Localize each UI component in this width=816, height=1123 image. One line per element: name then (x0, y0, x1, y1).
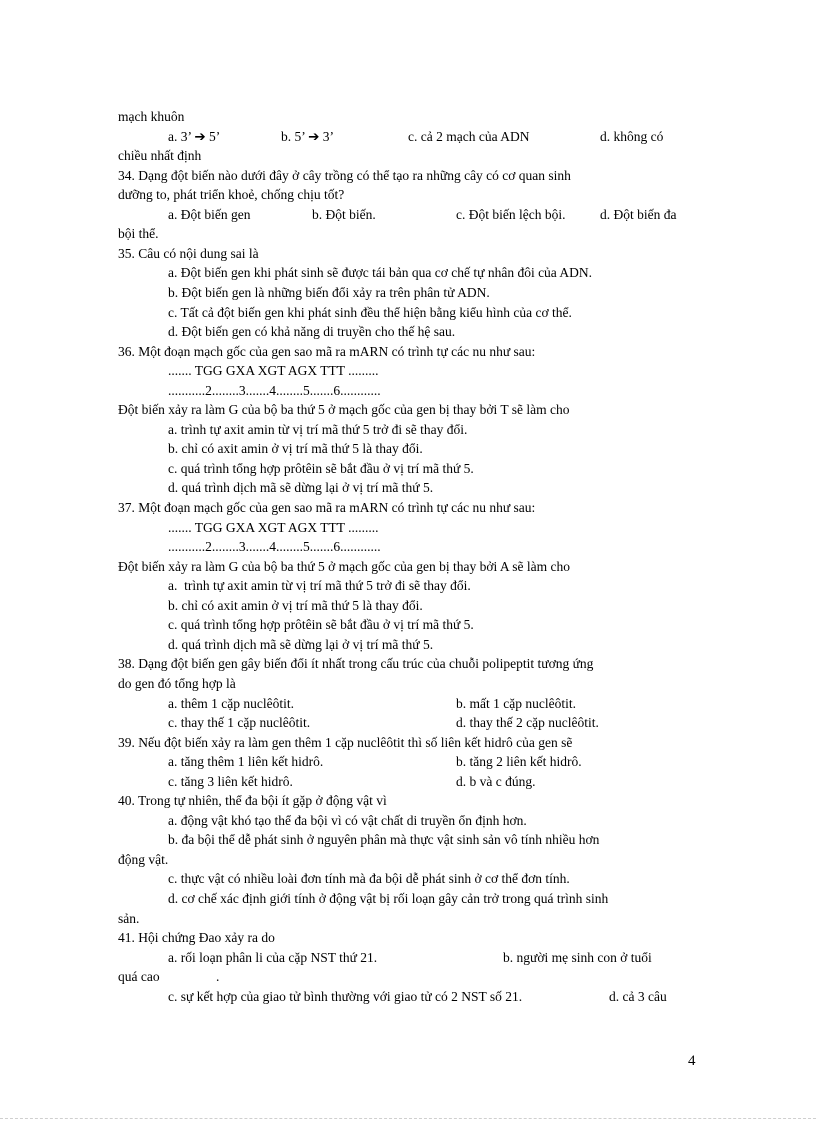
answer-line: ....... TGG GXA XGT AGX TTT ......... (168, 363, 379, 378)
option-text: d. không có (600, 129, 664, 144)
question-line: 35. Câu có nội dung sai là (118, 246, 259, 261)
answer-line: c. quá trình tổng hợp prôtêin sẽ bắt đầu ở vị trí mã thứ 5. (168, 617, 474, 632)
option-text: b. Đột biến. (312, 207, 376, 222)
answer-line: b. chỉ có axit amin ở vị trí mã thứ 5 là thay đổi. (168, 598, 423, 613)
option-text: c. Đột biến lệch bội. (456, 207, 566, 222)
question-line: sản. (118, 911, 140, 926)
option-text: b. 5’ ➔ 3’ (281, 129, 335, 144)
answer-line: ...........2........3.......4........5.......6............ (168, 539, 381, 554)
option-text: . (216, 969, 220, 984)
answer-line: a. trình tự axit amin từ vị trí mã thứ 5 trở đi sẽ thay đổi. (168, 578, 471, 593)
option-text: quá cao (118, 969, 160, 984)
page-number: 4 (688, 1053, 696, 1069)
question-line: 39. Nếu đột biến xảy ra làm gen thêm 1 cặp nuclêôtit thì số liên kết hidrô của gen sẽ (118, 735, 573, 750)
answer-line: c. quá trình tổng hợp prôtêin sẽ bắt đầu ở vị trí mã thứ 5. (168, 461, 474, 476)
option-text: c. cả 2 mạch của ADN (408, 129, 530, 144)
question-line: mạch khuôn (118, 109, 185, 124)
answer-line: b. đa bội thể dễ phát sinh ở nguyên phân mà thực vật sinh sản vô tính nhiều hơn (168, 832, 600, 847)
option-text: c. thay thế 1 cặp nuclêôtit. (168, 715, 311, 730)
option-text: d. Đột biến đa (600, 207, 677, 222)
option-text: d. cả 3 câu (609, 989, 667, 1004)
answer-line: a. trình tự axit amin từ vị trí mã thứ 5 trở đi sẽ thay đổi. (168, 422, 468, 437)
option-text: a. rối loạn phân li của cặp NST thứ 21. (168, 950, 378, 965)
option-text: a. Đột biến gen (168, 207, 251, 222)
option-text: a. 3’ ➔ 5’ (168, 129, 221, 144)
question-line: động vật. (118, 852, 169, 867)
option-text: b. tăng 2 liên kết hidrô. (456, 754, 582, 769)
answer-line: d. quá trình dịch mã sẽ dừng lại ở vị trí mã thứ 5. (168, 480, 434, 495)
answer-line: ....... TGG GXA XGT AGX TTT ......... (168, 520, 379, 535)
answer-line: c. thực vật có nhiều loài đơn tính mà đa bội dễ phát sinh ở cơ thể đơn tính. (168, 871, 570, 886)
answer-line: b. Đột biến gen là những biến đổi xảy ra trên phân tử ADN. (168, 285, 490, 300)
option-text: b. mất 1 cặp nuclêôtit. (456, 696, 576, 711)
question-line: 38. Dạng đột biến gen gây biến đổi ít nhất trong cấu trúc của chuỗi polipeptit tương ứng (118, 656, 594, 671)
page-bottom-divider (0, 1118, 816, 1119)
question-line: 40. Trong tự nhiên, thể đa bội ít gặp ở động vật vì (118, 793, 387, 808)
option-text: b. người mẹ sinh con ở tuổi (503, 950, 652, 965)
option-text: c. sự kết hợp của giao tử bình thường với giao tử có 2 NST số 21. (168, 989, 523, 1004)
option-text: c. tăng 3 liên kết hidrô. (168, 774, 293, 789)
question-line: 37. Một đoạn mạch gốc của gen sao mã ra mARN có trình tự các nu như sau: (118, 500, 536, 515)
question-line: Đột biến xảy ra làm G của bộ ba thứ 5 ở mạch gốc của gen bị thay bởi A sẽ làm cho (118, 559, 570, 574)
question-line: 34. Dạng đột biến nào dưới đây ở cây trồng có thể tạo ra những cây có cơ quan sinh (118, 168, 571, 183)
answer-line: b. chỉ có axit amin ở vị trí mã thứ 5 là thay đổi. (168, 441, 423, 456)
answer-line: d. cơ chế xác định giới tính ở động vật bị rối loạn gây cản trở trong quá trình sinh (168, 891, 609, 906)
option-text: a. tăng thêm 1 liên kết hidrô. (168, 754, 324, 769)
option-text: a. thêm 1 cặp nuclêôtit. (168, 696, 294, 711)
answer-line: d. quá trình dịch mã sẽ dừng lại ở vị trí mã thứ 5. (168, 637, 434, 652)
question-line: do gen đó tổng hợp là (118, 676, 236, 691)
option-text: d. b và c đúng. (456, 774, 536, 789)
answer-line: c. Tất cả đột biến gen khi phát sinh đều thể hiện bằng kiểu hình của cơ thể. (168, 305, 572, 320)
question-line: chiều nhất định (118, 148, 202, 163)
answer-line: ...........2........3.......4........5.......6............ (168, 383, 381, 398)
answer-line: a. động vật khó tạo thể đa bội vì có vật chất di truyền ổn định hơn. (168, 813, 527, 828)
question-line: Đột biến xảy ra làm G của bộ ba thứ 5 ở mạch gốc của gen bị thay bởi T sẽ làm cho (118, 402, 570, 417)
answer-line: a. Đột biến gen khi phát sinh sẽ được tái bản qua cơ chế tự nhân đôi của ADN. (168, 265, 593, 280)
question-line: 41. Hội chứng Đao xảy ra do (118, 930, 275, 945)
answer-line: d. Đột biến gen có khả năng di truyền cho thế hệ sau. (168, 324, 456, 339)
question-line: 36. Một đoạn mạch gốc của gen sao mã ra mARN có trình tự các nu như sau: (118, 344, 536, 359)
option-text: d. thay thế 2 cặp nuclêôtit. (456, 715, 599, 730)
question-line: dưỡng to, phát triển khoẻ, chống chịu tốt? (118, 187, 345, 202)
question-line: bội thể. (118, 226, 159, 241)
